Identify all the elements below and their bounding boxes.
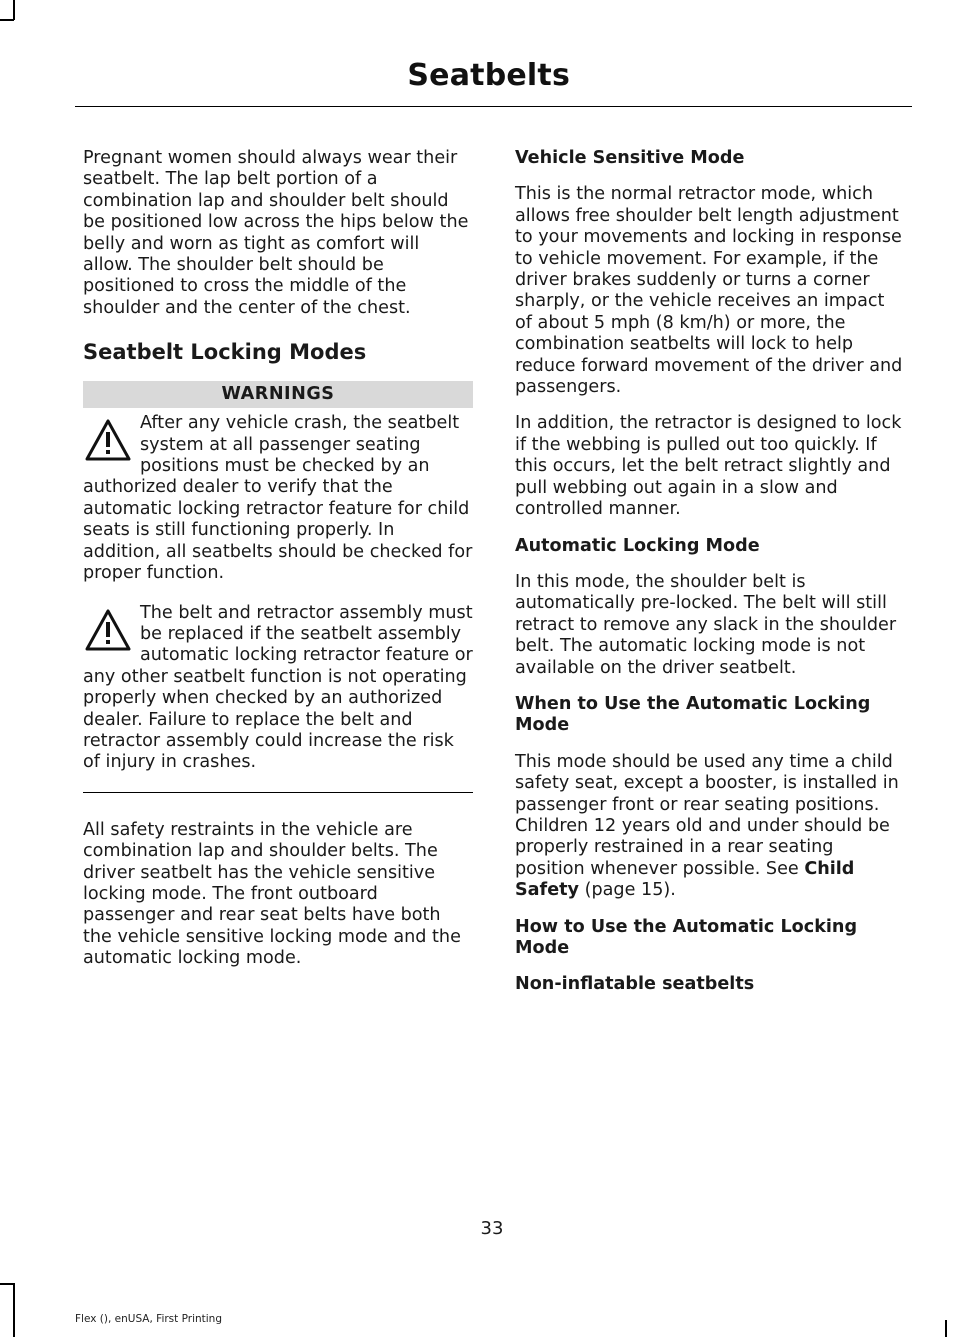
alm-heading: Automatic Locking Mode — [515, 535, 760, 556]
crop-mark — [945, 1320, 947, 1337]
when-heading: When to Use the Automatic Locking Mode — [515, 693, 871, 736]
noninflatable-heading: Non-inflatable seatbelts — [515, 974, 755, 995]
warning-text: The belt and retractor assembly must be replaced if the seatbelt assembly automatic locking retractor feature or any other seatbelt function is not operating properly when checked by an authorized dealer. Failure to replace the belt and retractor assembly could increase the risk of injury in crashes. — [83, 602, 473, 773]
warning-item — [83, 413, 473, 584]
page-number: 33 — [480, 1218, 504, 1239]
child-safety-link[interactable]: Child Safety — [515, 858, 855, 901]
vsm-paragraph-2: In addition, the retractor is designed to lock if the webbing is pulled out too quickly. If this occurs, let the belt retract slightly and pull webbing out again in a slow and controlled manner. — [515, 413, 902, 520]
footer-text: Flex (), enUSA, First Printing — [75, 1313, 222, 1325]
crop-mark — [13, 0, 15, 20]
crop-mark — [0, 19, 14, 21]
warnings-header: WARNINGS — [83, 381, 473, 408]
when-paragraph — [515, 752, 905, 902]
page-title: Seatbelts — [407, 58, 570, 93]
alm-paragraph: In this mode, the shoulder belt is automatically pre-locked. The belt will still retract to remove any slack in the shoulder belt. The automatic locking mode is not available on the driver seatbelt. — [515, 571, 897, 678]
warning-triangle-icon — [85, 608, 131, 652]
when-text: This mode should be used any time a child safety seat, except a booster, is installed in passenger front or rear seating positions. Children 12 years old and under should be properly restrained in a rear seating position whenever possible. See — [515, 751, 899, 879]
crop-mark — [13, 1283, 15, 1337]
warnings-divider — [83, 792, 473, 793]
crop-mark — [0, 1283, 14, 1285]
warning-text: After any vehicle crash, the seatbelt system at all passenger seating positions must be checked by an authorized dealer to verify that the automatic locking retractor feature for child seats is still functioning properly. In addition, all seatbelts should be checked for proper function. — [83, 413, 473, 584]
left-column — [83, 148, 473, 985]
intro-paragraph: Pregnant women should always wear their seatbelt. The lap belt portion of a combination lap and shoulder belt should be positioned low across the hips below the belly and worn as tight as comfort will allow. The shoulder belt should be positioned to cross the middle of the shoulder and the center of the chest. — [83, 148, 469, 318]
how-heading: How to Use the Automatic Locking Mode — [515, 916, 858, 958]
right-column — [515, 148, 905, 1011]
section-heading: Seatbelt Locking Modes — [83, 340, 367, 365]
warning-triangle-icon — [85, 418, 131, 462]
page-reference: (page 15). — [579, 880, 676, 901]
vsm-heading: Vehicle Sensitive Mode — [515, 148, 745, 168]
outro-paragraph: All safety restraints in the vehicle are combination lap and shoulder belts. The driver seatbelt has the vehicle sensitive locking mode. The front outboard passenger and rear seat belts have both the vehicle sensitive locking mode and the automatic locking mode. — [83, 819, 461, 969]
warning-item — [83, 603, 473, 774]
vsm-paragraph: This is the normal retractor mode, which allows free shoulder belt length adjustment to your movements and locking in response to vehicle movement. For example, if the driver brakes suddenly or turns a corner sharply, or the vehicle receives an impact of about 5 mph (8 km/h) or more, the combination seatbelts will lock to help reduce forward movement of the driver and passengers. — [515, 184, 903, 398]
header-divider — [75, 106, 912, 107]
